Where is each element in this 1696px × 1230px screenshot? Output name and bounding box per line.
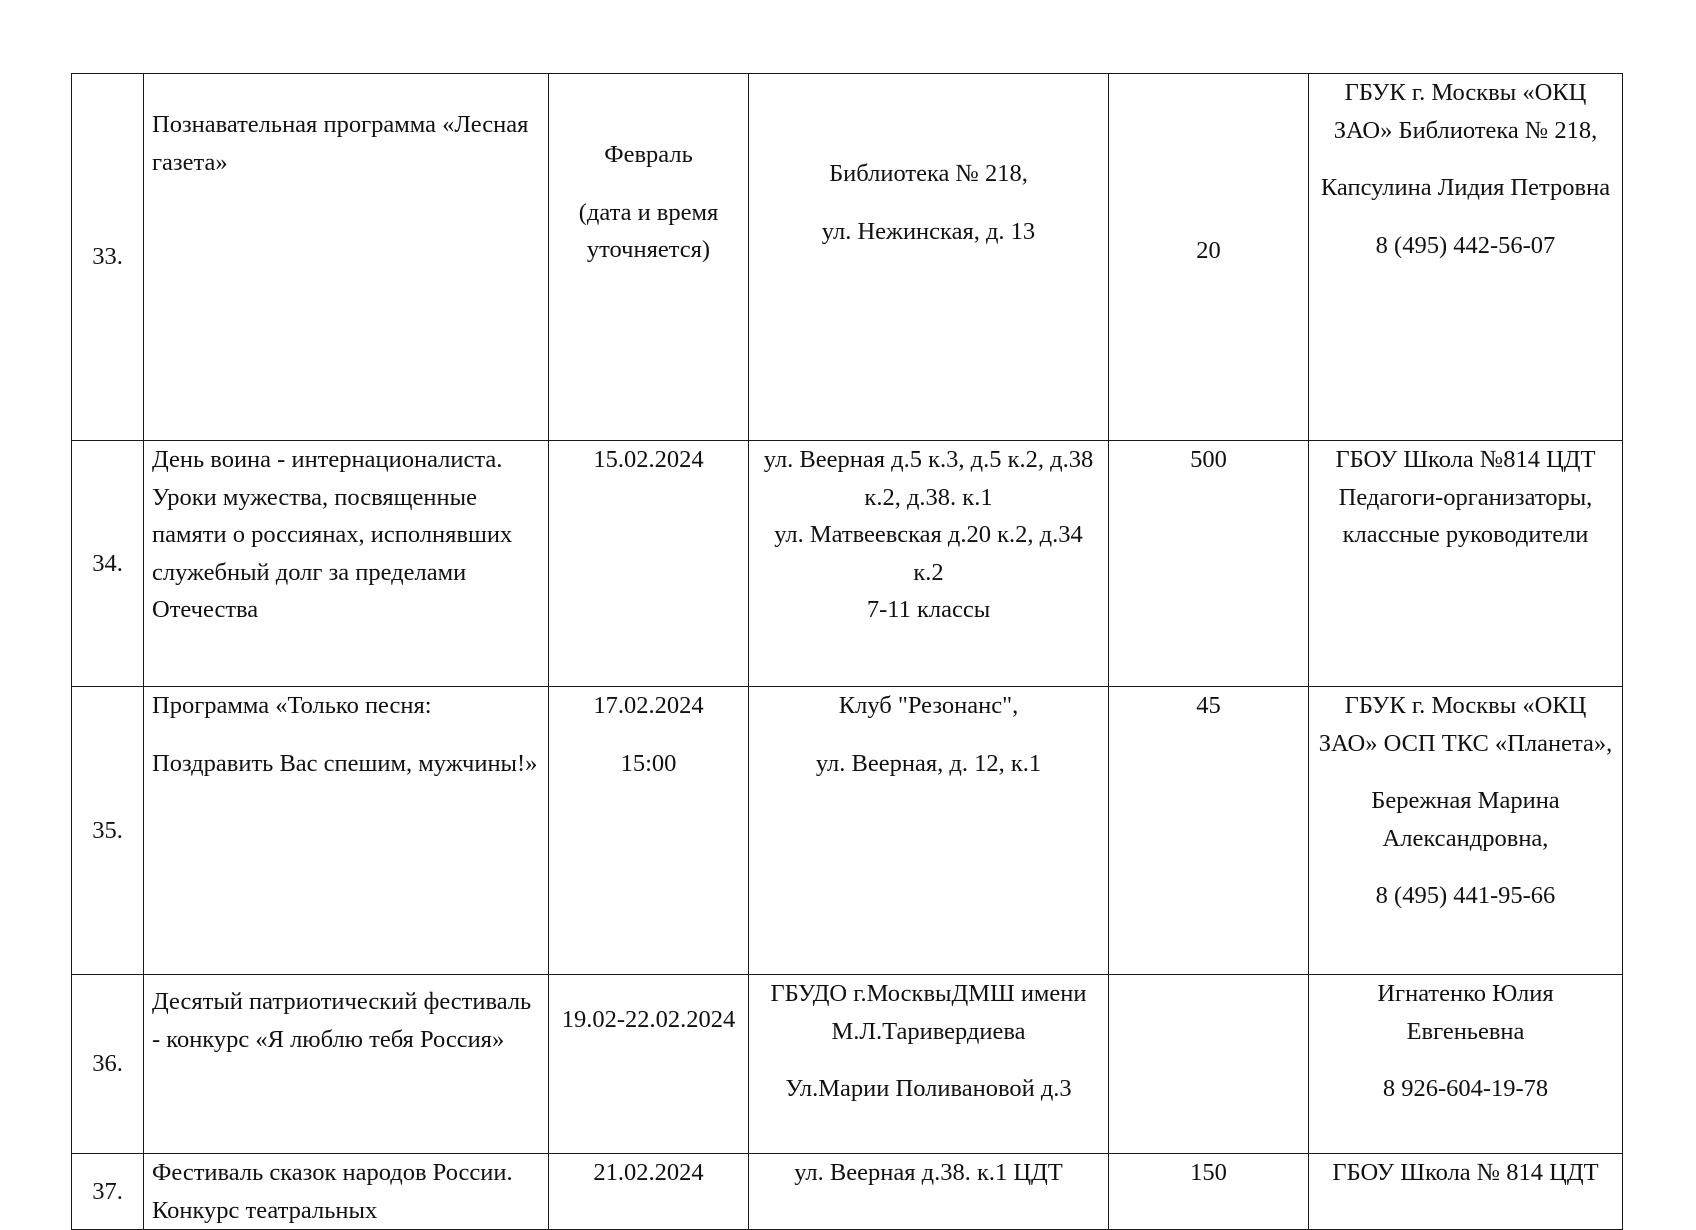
event-text: Десятый патриотический фестиваль - конкурс «Я люблю тебя Россия» <box>152 988 532 1053</box>
place-name: Клуб "Резонанс", <box>838 692 1019 719</box>
place-cell <box>749 1154 1109 1230</box>
contact-person: Игнатенко Юлия Евгеньевна <box>1377 980 1554 1045</box>
event-text: Фестиваль сказок народов России. Конкурс театральных <box>152 1159 513 1224</box>
contact-person: Капсулина Лидия Петровна <box>1320 174 1611 201</box>
count-cell: 20 <box>1109 74 1309 441</box>
place-address: ул. Веерная, д. 12, к.1 <box>815 749 1042 777</box>
place-note: 7-11 классы <box>866 596 991 623</box>
date-cell <box>549 687 749 975</box>
event-cell <box>144 1154 549 1230</box>
contact-phone: 8 (495) 442-56-07 <box>1375 231 1556 259</box>
table-row <box>72 74 1623 441</box>
date-cell <box>549 975 749 1154</box>
place-cell <box>749 687 1109 975</box>
place-cell <box>749 975 1109 1154</box>
date-cell <box>549 1154 749 1230</box>
contact-person: Педагоги-организаторы, классные руководители <box>1338 483 1593 548</box>
event-cell <box>144 687 549 975</box>
date-text: 17.02.2024 <box>593 692 704 719</box>
organizer-cell <box>1309 1154 1623 1230</box>
row-number: 33. <box>72 74 144 441</box>
organizer-cell <box>1309 74 1623 441</box>
row-number: 35. <box>72 687 144 975</box>
event-cell <box>144 74 549 441</box>
event-text: День воина - интернационалиста. Уроки мужества, посвященные памяти о россиянах, исполнявших служебный долг за пределами Отечества <box>152 446 513 623</box>
organizer-name: ГБУК г. Москвы «ОКЦ ЗАО» Библиотека № 218, <box>1333 79 1598 144</box>
row-number: 34. <box>72 441 144 687</box>
date-text: 21.02.2024 <box>593 1159 704 1186</box>
event-text: Познавательная программа «Лесная газета» <box>152 111 529 176</box>
event-text: Программа «Только песня: <box>152 692 432 719</box>
contact-phone: 8 (495) 441-95-66 <box>1375 882 1556 909</box>
table-row <box>72 687 1623 975</box>
date-text: 15.02.2024 <box>593 446 704 473</box>
count-cell: 150 <box>1109 1154 1309 1230</box>
organizer-name: ГБОУ Школа № 814 ЦДТ <box>1332 1159 1599 1186</box>
place-address: ул. Матвеевская д.20 к.2, д.34 к.2 <box>774 521 1083 586</box>
time-text: 15:00 <box>620 749 677 777</box>
date-text: Февраль <box>604 141 693 168</box>
event-cell <box>144 441 549 687</box>
event-cell <box>144 975 549 1154</box>
organizer-name: ГБУК г. Москвы «ОКЦ ЗАО» ОСП ТКС «Планета», <box>1318 692 1613 757</box>
place-name: Библиотека № 218, <box>829 160 1028 187</box>
row-number: 37. <box>72 1154 144 1230</box>
events-table <box>71 73 1623 1230</box>
place-address: ул. Нежинская, д. 13 <box>821 217 1036 245</box>
place-address: ул. Веерная д.5 к.3, д.5 к.2, д.38 к.2, д.38. к.1 <box>763 446 1094 511</box>
place-address: ул. Веерная д.38. к.1 ЦДТ <box>794 1159 1063 1186</box>
contact-person: Бережная Марина Александровна, <box>1371 787 1560 852</box>
table-row <box>72 1154 1623 1230</box>
place-cell <box>749 441 1109 687</box>
organizer-cell <box>1309 687 1623 975</box>
date-text: 19.02-22.02.2024 <box>561 1006 736 1033</box>
count-cell: 45 <box>1109 687 1309 975</box>
event-text: Поздравить Вас спешим, мужчины!» <box>152 749 538 777</box>
contact-phone: 8 926-604-19-78 <box>1382 1075 1549 1102</box>
date-cell <box>549 74 749 441</box>
place-address: Ул.Марии Поливановой д.3 <box>785 1075 1072 1102</box>
organizer-name: ГБОУ Школа №814 ЦДТ <box>1335 446 1596 473</box>
organizer-cell <box>1309 441 1623 687</box>
count-cell: 500 <box>1109 441 1309 687</box>
date-cell <box>549 441 749 687</box>
row-number: 36. <box>72 975 144 1154</box>
table-row <box>72 441 1623 687</box>
place-cell <box>749 74 1109 441</box>
table-row <box>72 975 1623 1154</box>
date-note: (дата и время уточняется) <box>578 198 719 263</box>
place-name: ГБУДО г.МосквыДМШ имени М.Л.Таривердиева <box>770 980 1087 1045</box>
count-cell <box>1109 975 1309 1154</box>
organizer-cell <box>1309 975 1623 1154</box>
